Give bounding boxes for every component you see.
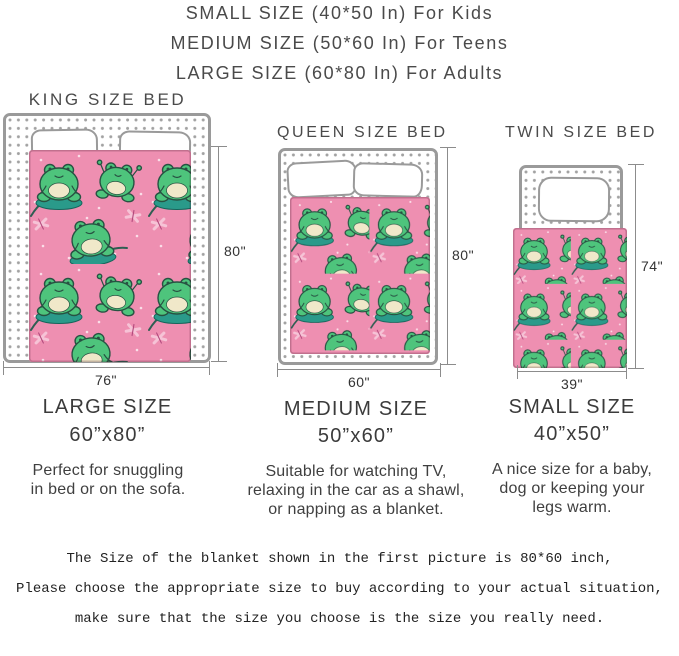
king-width-dimension-line xyxy=(4,367,209,368)
small-size-name: SMALL SIZE xyxy=(508,396,636,418)
queen-width-label: 60" xyxy=(347,374,371,390)
queen-pillow-left xyxy=(286,159,358,199)
desc-line: legs warm. xyxy=(532,499,612,516)
desc-line: in bed or on the sofa. xyxy=(30,481,186,498)
twin-width-dimension-line xyxy=(518,371,626,372)
footer-note-line: The Size of the blanket shown in the first picture is 80*60 inch, xyxy=(66,551,613,567)
twin-width-label: 39" xyxy=(560,376,584,392)
header-line-small: SMALL SIZE (40*50 In) For Kids xyxy=(185,3,494,23)
frog-blanket-small xyxy=(513,228,627,368)
footer-note-line: make sure that the size you choose is the size you really need. xyxy=(74,611,605,627)
twin-height-label: 74" xyxy=(641,258,664,274)
medium-size-name: MEDIUM SIZE xyxy=(283,398,429,420)
king-bed-title: KING SIZE BED xyxy=(28,90,187,109)
desc-line: Perfect for snuggling xyxy=(32,462,184,479)
twin-height-dimension-line xyxy=(635,165,636,368)
frog-blanket-large xyxy=(29,150,191,362)
medium-size-description xyxy=(236,462,476,519)
queen-height-label: 80" xyxy=(452,247,475,263)
large-size-name: LARGE SIZE xyxy=(42,396,173,418)
twin-pillow xyxy=(538,177,610,223)
king-height-dimension-line xyxy=(218,147,219,361)
small-size-description xyxy=(480,460,664,517)
footer-note-line: Please choose the appropriate size to buy according to your actual situation, xyxy=(16,581,663,597)
header-line-medium: MEDIUM SIZE (50*60 In) For Teens xyxy=(170,33,509,53)
queen-width-dimension-line xyxy=(278,369,440,370)
large-size-description xyxy=(8,461,208,499)
desc-line: dog or keeping your xyxy=(499,480,645,497)
desc-line: relaxing in the car as a shawl, xyxy=(247,482,465,499)
medium-size-dims: 50”x60” xyxy=(317,425,395,447)
desc-line: or napping as a blanket. xyxy=(268,501,444,518)
large-size-dims: 60”x80” xyxy=(69,424,146,446)
queen-bed-title: QUEEN SIZE BED xyxy=(277,124,448,141)
twin-bed-title: TWIN SIZE BED xyxy=(505,124,658,141)
frog-blanket-medium xyxy=(290,197,430,354)
desc-line: Suitable for watching TV, xyxy=(265,463,447,480)
small-size-dims: 40”x50” xyxy=(533,423,611,445)
king-width-label: 76" xyxy=(94,372,118,388)
desc-line: A nice size for a baby, xyxy=(492,461,652,478)
king-height-label: 80" xyxy=(224,243,247,259)
queen-pillow-right xyxy=(353,162,424,198)
header-line-large: LARGE SIZE (60*80 In) For Adults xyxy=(175,63,504,83)
queen-height-dimension-line xyxy=(447,148,448,364)
